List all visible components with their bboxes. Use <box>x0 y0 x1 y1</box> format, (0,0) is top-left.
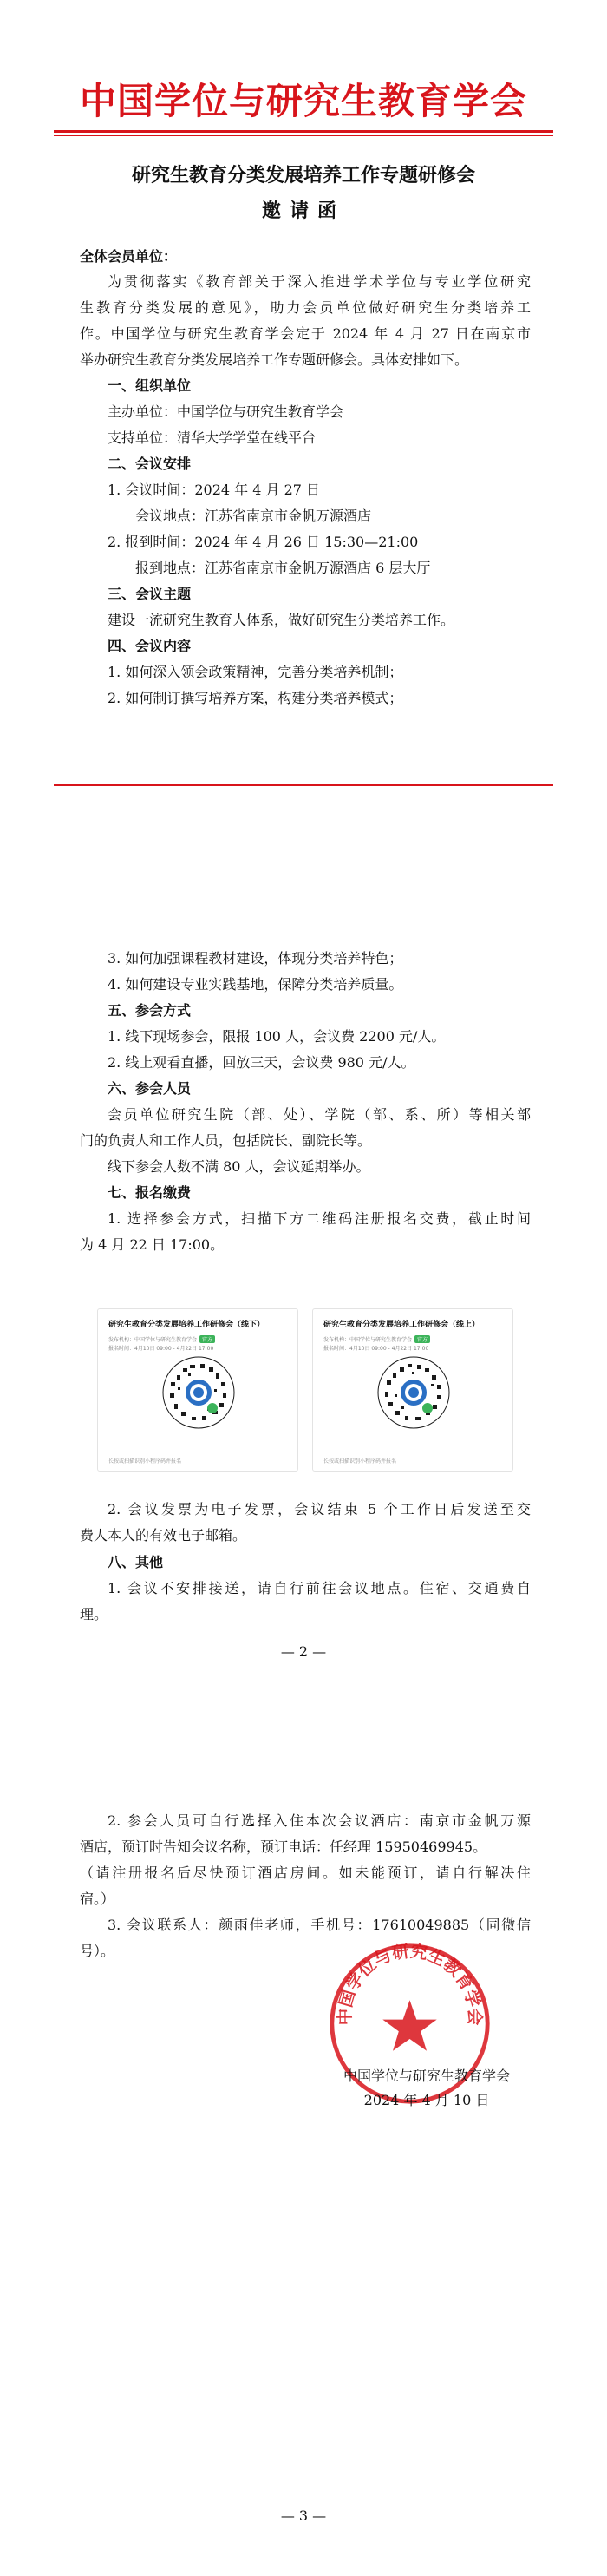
section-heading: 五、参会方式 <box>108 1002 192 1019</box>
signature-date: 2024 年 4 月 10 日 <box>363 2092 490 2108</box>
qr-card-title: 研究生教育分类发展培养工作研修会（线下） <box>108 1321 265 1329</box>
header-rule-thick <box>54 130 553 133</box>
qr-official-tag: 官方 <box>199 1335 215 1343</box>
intro-line: 为贯彻落实《教育部关于深入推进学术学位与专业学位研究 <box>108 273 531 290</box>
body-line: 1. 选择参会方式，扫描下方二维码注册报名交费，截止时间 <box>108 1210 531 1227</box>
body-line: 2. 线上观看直播，回放三天，会议费 980 元/人。 <box>108 1054 415 1071</box>
section-heading: 六、参会人员 <box>108 1080 192 1097</box>
registration-qr-card-offline[interactable] <box>97 1308 298 1472</box>
doc-title: 研究生教育分类发展培养工作专题研修会 <box>131 164 475 187</box>
body-line: 3. 会议联系人：颜雨佳老师，手机号：17610049885（同微信 <box>108 1917 531 1933</box>
intro-line: 作。中国学位与研究生教育学会定于 2024 年 4 月 27 日在南京市 <box>80 325 531 342</box>
body-line: 2. 参会人员可自行选择入住本次会议酒店：南京市金帆万源 <box>108 1812 531 1829</box>
body-line: （请注册报名后尽快预订酒店房间。如未能预订，请自行解决住 <box>80 1865 531 1881</box>
qr-publisher-text: 发布机构：中国学位与研究生教育学会 <box>108 1337 198 1343</box>
body-line: 线下参会人数不满 80 人，会议延期举办。 <box>108 1158 370 1175</box>
body-line: 酒店，预订时告知会议名称，预订电话：任经理 15950469945。 <box>80 1839 487 1855</box>
qr-publisher-text: 发布机构：中国学位与研究生教育学会 <box>323 1337 413 1343</box>
body-line: 建设一流研究生教育人体系，做好研究生分类培养工作。 <box>108 612 455 628</box>
body-line: 门的负责人和工作人员，包括院长、副院长等。 <box>80 1132 372 1149</box>
page-number-3: — 3 — <box>280 2507 327 2524</box>
body-line: 1. 会议时间：2024 年 4 月 27 日 <box>108 482 321 498</box>
section-heading: 七、报名缴费 <box>108 1184 192 1201</box>
body-line: 2. 会议发票为电子发票，会议结束 5 个工作日后发送至交 <box>108 1501 531 1517</box>
section-heading: 一、组织单位 <box>108 377 192 394</box>
mini-program-qr-code-icon[interactable] <box>162 1356 235 1429</box>
body-line: 主办单位：中国学位与研究生教育学会 <box>108 403 344 420</box>
qr-card-period: 报名时间：4月10日 09:00 - 4月22日 17:00 <box>108 1346 214 1352</box>
qr-official-tag: 官方 <box>414 1335 430 1343</box>
body-line: 报到地点：江苏省南京市金帆万源酒店 6 层大厅 <box>135 560 431 576</box>
qr-card-title: 研究生教育分类发展培养工作研修会（线上） <box>323 1321 480 1329</box>
body-line: 1. 线下现场参会，限报 100 人，会议费 2200 元/人。 <box>108 1028 446 1045</box>
body-line: 2. 如何制订撰写培养方案，构建分类培养模式； <box>108 690 403 706</box>
section-heading: 三、会议主题 <box>108 586 192 602</box>
body-line: 4. 如何建设专业实践基地，保障分类培养质量。 <box>108 976 403 993</box>
body-line: 1. 会议不安排接送，请自行前往会议地点。住宿、交通费自 <box>108 1580 531 1596</box>
body-line: 支持单位：清华大学学堂在线平台 <box>108 429 317 446</box>
mini-program-qr-code-icon[interactable] <box>377 1356 450 1429</box>
intro-line: 举办研究生教育分类发展培养工作专题研修会。具体安排如下。 <box>80 351 469 368</box>
body-line: 理。 <box>80 1606 108 1622</box>
doc-subtitle: 邀请函 <box>261 200 345 222</box>
intro-line: 生教育分类发展的意见》，助力会员单位做好研究生分类培养工 <box>80 299 531 316</box>
body-line: 2. 报到时间：2024 年 4 月 26 日 15:30—21:00 <box>108 534 419 550</box>
qr-card-footer: 长按或扫描识别小程序码并报名 <box>323 1458 397 1465</box>
page-break-rule <box>54 784 553 786</box>
seal-text: 中国学位与研究生教育学会 <box>335 1941 485 2026</box>
registration-qr-card-online[interactable] <box>312 1308 513 1472</box>
org-banner-title: 中国学位与研究生教育学会 <box>79 80 527 122</box>
page-number-2: — 2 — <box>280 1643 327 1660</box>
body-line: 3. 如何加强课程教材建设，体现分类培养特色； <box>108 950 403 967</box>
section-heading: 二、会议安排 <box>108 456 192 472</box>
body-line: 宿。） <box>80 1891 115 1907</box>
qr-card-footer: 长按或扫描识别小程序码并报名 <box>108 1458 182 1465</box>
header-rule-thin <box>54 135 553 136</box>
body-line: 号）。 <box>80 1943 115 1959</box>
salutation: 全体会员单位： <box>80 248 178 265</box>
body-line: 会议地点：江苏省南京市金帆万源酒店 <box>135 508 372 524</box>
qr-card-period: 报名时间：4月10日 09:00 - 4月22日 17:00 <box>323 1346 429 1352</box>
body-line: 1. 如何深入领会政策精神，完善分类培养机制； <box>108 664 403 680</box>
body-line: 会员单位研究生院（部、处）、学院（部、系、所）等相关部 <box>108 1106 531 1123</box>
section-heading: 八、其他 <box>108 1554 164 1570</box>
section-heading: 四、会议内容 <box>108 638 192 654</box>
qr-card-publisher <box>108 1335 215 1343</box>
qr-card-publisher <box>323 1335 430 1343</box>
body-line: 为 4 月 22 日 17:00。 <box>80 1236 225 1253</box>
body-line: 费人本人的有效电子邮箱。 <box>80 1527 247 1544</box>
signature-org: 中国学位与研究生教育学会 <box>343 2068 510 2084</box>
